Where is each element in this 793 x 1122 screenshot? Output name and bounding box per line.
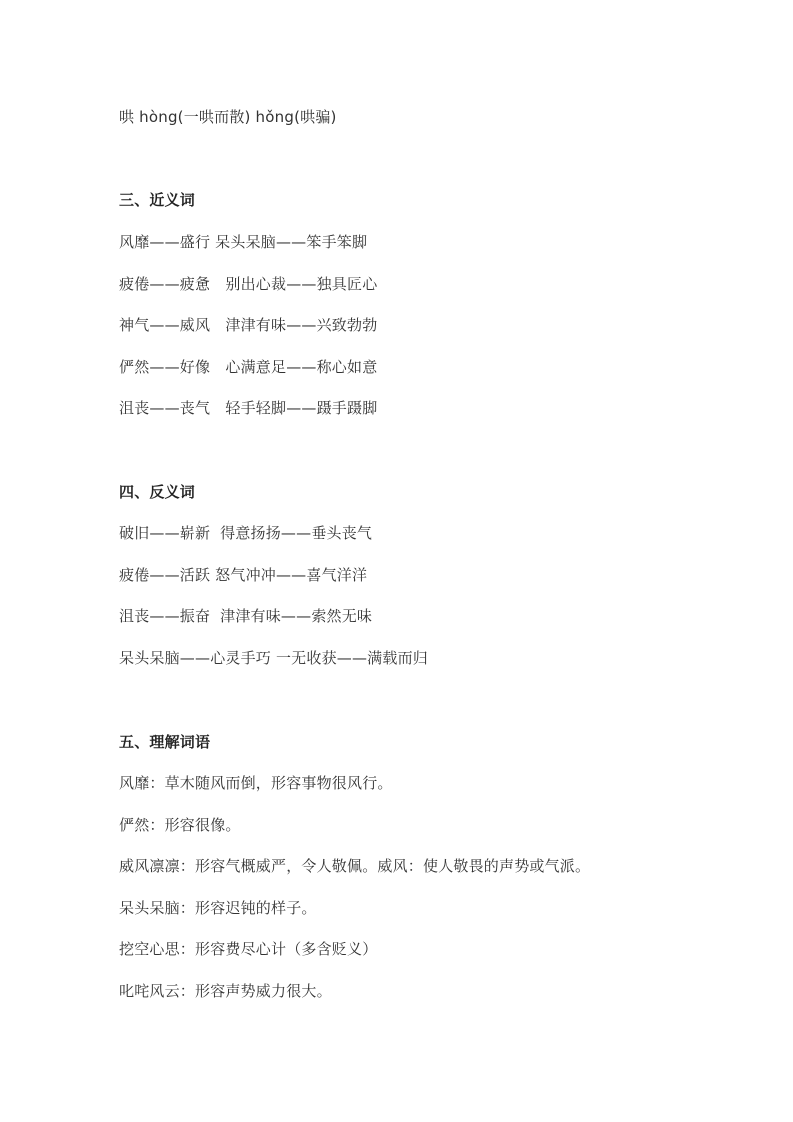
antonyms-heading: 四、反义词	[119, 483, 196, 501]
definition-line: 叱咤风云：形容声势威力很大。	[119, 982, 332, 1000]
synonym-line: 俨然——好像 心满意足——称心如意	[119, 358, 378, 376]
antonym-line: 破旧——崭新 得意扬扬——垂头丧气	[119, 524, 373, 542]
antonym-line: 呆头呆脑——心灵手巧 一无收获——满载而归	[119, 649, 428, 667]
synonym-line: 沮丧——丧气 轻手轻脚——蹑手蹑脚	[119, 399, 378, 417]
pinyin-line: 哄 hòng(一哄而散) hǒng(哄骗)	[119, 108, 337, 126]
definition-line: 挖空心思：形容费尽心计（多含贬义）	[119, 940, 378, 958]
antonym-line: 沮丧——振奋 津津有味——索然无味	[119, 607, 373, 625]
definition-line: 呆头呆脑：形容迟钝的样子。	[119, 899, 317, 917]
definition-line: 风靡：草木随风而倒，形容事物很风行。	[119, 774, 393, 792]
definition-line: 威风凛凛：形容气概威严，令人敬佩。威风：使人敬畏的声势或气派。	[119, 857, 591, 875]
definition-line: 俨然：形容很像。	[119, 816, 241, 834]
synonyms-heading: 三、近义词	[119, 191, 196, 209]
synonym-line: 疲倦——疲惫 别出心裁——独具匠心	[119, 275, 378, 293]
synonym-line: 神气——威风 津津有味——兴致勃勃	[119, 316, 378, 334]
synonym-line: 风靡——盛行 呆头呆脑——笨手笨脚	[119, 233, 368, 251]
antonym-line: 疲倦——活跃 怒气冲冲——喜气洋洋	[119, 566, 368, 584]
definitions-heading: 五、理解词语	[119, 733, 211, 751]
